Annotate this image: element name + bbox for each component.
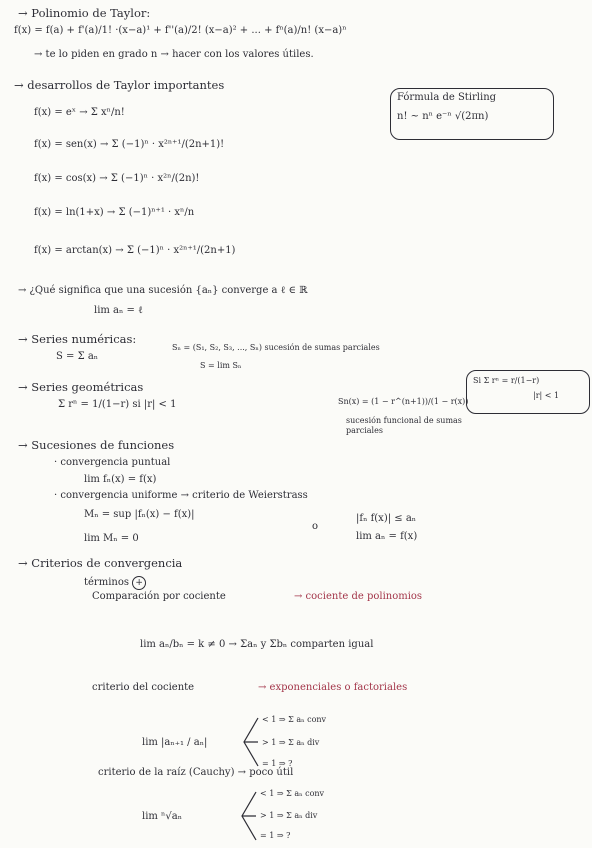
terms-label [84, 576, 146, 590]
series-definition: S = Σ aₙ [56, 351, 99, 362]
convergence-question: → ¿Qué significa que una sucesión {aₙ} converge a ℓ ∈ ℝ [18, 285, 308, 296]
quotient-comparison: Comparación por cociente [92, 591, 226, 602]
uniform-convergence: · convergencia uniforme → criterio de Weierstrass [54, 490, 308, 501]
uniform-sup: Mₙ = sup |fₙ(x) − f(x)| [84, 509, 195, 520]
geometric-box [466, 370, 590, 414]
terms-text: términos [84, 577, 129, 588]
geometric-box-formula: Si Σ rⁿ = r/(1−r) [473, 376, 540, 385]
taylor-polynomial-formula: f(x) = f(a) + f'(a)/1! ·(x−a)¹ + f''(a)/2! (x−a)² + ... + fⁿ(a)/n! (x−a)ⁿ [14, 25, 347, 36]
root-branch-icon [236, 788, 258, 844]
geometric-series-heading: → Series geométricas [18, 380, 144, 394]
function-sequences-heading: → Sucesiones de funciones [18, 438, 175, 452]
cos-series: f(x) = cos(x) → Σ (−1)ⁿ · x²ⁿ/(2n)! [34, 173, 200, 184]
partial-sums-definition: Sₙ = (S₁, S₂, S₃, ..., Sₙ) sucesión de sumas parciales [172, 343, 380, 352]
taylor-heading: → Polinomio de Taylor: [18, 6, 151, 20]
stirling-title: Fórmula de Stirling [397, 92, 497, 103]
exp-series: f(x) = eˣ → Σ xⁿ/n! [34, 107, 125, 118]
geometric-series-formula: Σ rⁿ = 1/(1−r) si |r| < 1 [58, 399, 177, 410]
quotient-comparison-note: → cociente de polinomios [294, 591, 423, 602]
partial-sum-function: Sn(x) = (1 − r^(n+1))/(1 − r(x)) [338, 397, 469, 406]
quotient-limit: lim aₙ/bₙ = k ≠ 0 → Σaₙ y Σbₙ comparten igual [140, 639, 374, 650]
numeric-series-heading: → Series numéricas: [18, 332, 137, 346]
geometric-box-condition: |r| < 1 [533, 391, 560, 400]
root-case-less: < 1 ⇒ Σ aₙ conv [260, 789, 325, 798]
functional-sequence-note: sucesión funcional de sumas parciales [346, 416, 462, 436]
plus-circle-icon: + [132, 576, 146, 590]
convergence-criteria-heading: → Criterios de convergencia [18, 556, 183, 570]
uniform-limit: lim Mₙ = 0 [84, 533, 139, 544]
or-label: o [312, 521, 319, 532]
ratio-case-equal: = 1 ⇒ ? [262, 759, 293, 768]
stirling-formula: n! ~ nⁿ e⁻ⁿ √(2πn) [397, 111, 489, 122]
arctan-series: f(x) = arctan(x) → Σ (−1)ⁿ · x²ⁿ⁺¹/(2n+1) [34, 245, 236, 256]
ratio-branch-icon [238, 714, 260, 770]
root-test: criterio de la raíz (Cauchy) → poco útil [98, 767, 294, 778]
ratio-test-note: → exponenciales o factoriales [258, 682, 408, 693]
weierstrass-limit: lim aₙ = f(x) [356, 531, 418, 542]
ratio-test-limit: lim |aₙ₊₁ / aₙ| [142, 737, 208, 748]
ratio-case-greater: > 1 ⇒ Σ aₙ div [262, 738, 320, 747]
root-case-greater: > 1 ⇒ Σ aₙ div [260, 811, 318, 820]
ratio-case-less: < 1 ⇒ Σ aₙ conv [262, 715, 327, 724]
sin-series: f(x) = sen(x) → Σ (−1)ⁿ · x²ⁿ⁺¹/(2n+1)! [34, 139, 225, 150]
pointwise-limit: lim fₙ(x) = f(x) [84, 474, 157, 485]
limit-definition: lim aₙ = ℓ [94, 305, 143, 316]
root-case-equal: = 1 ⇒ ? [260, 831, 291, 840]
series-limit-definition: S = lim Sₙ [200, 361, 242, 370]
taylor-developments-heading: → desarrollos de Taylor importantes [14, 78, 225, 92]
ln-series: f(x) = ln(1+x) → Σ (−1)ⁿ⁺¹ · xⁿ/n [34, 207, 195, 218]
ratio-test: criterio del cociente [92, 682, 195, 693]
stirling-box [390, 88, 554, 140]
pointwise-convergence: · convergencia puntual [54, 457, 171, 468]
taylor-note: → te lo piden en grado n → hacer con los valores útiles. [34, 49, 314, 60]
root-test-limit: lim ⁿ√aₙ [142, 811, 183, 822]
weierstrass-bound: |fₙ f(x)| ≤ aₙ [356, 513, 417, 524]
